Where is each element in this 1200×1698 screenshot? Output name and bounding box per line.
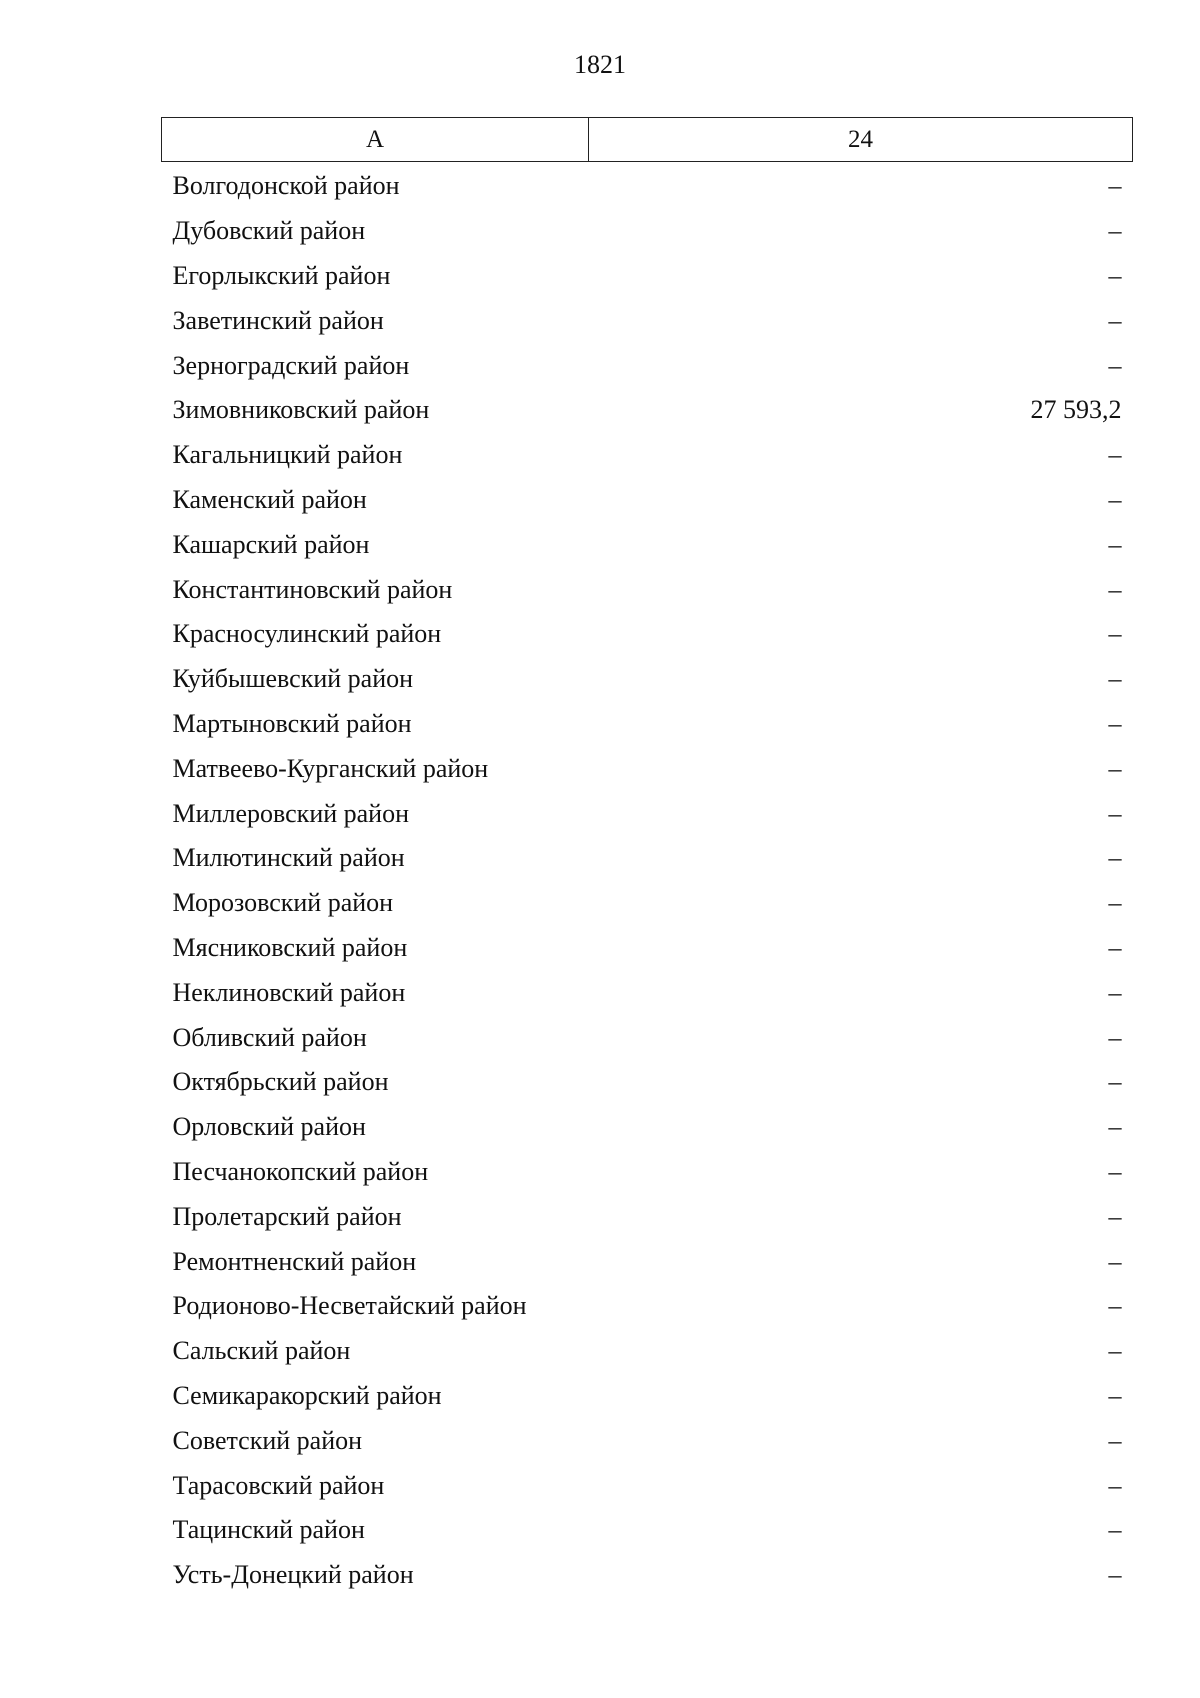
district-name: Семикаракорский район [172,1380,442,1410]
table-row [162,343,1133,388]
district-name: Сальский район [172,1336,351,1366]
district-value: – [1108,977,1122,1007]
district-name: Егорлыкский район [172,260,391,290]
district-value: – [1108,350,1122,380]
page-number: 1821 [574,50,626,79]
district-name: Куйбышевский район [172,664,414,694]
district-value: – [1108,619,1122,649]
district-value: – [1108,305,1122,335]
table-header [162,118,1133,162]
district-name: Миллеровский район [172,798,410,828]
table-row [162,881,1133,926]
table-row [162,1374,1133,1419]
table-row [162,1105,1133,1150]
column-header-a: А [162,118,589,162]
district-name: Волгодонской район [172,171,400,201]
district-value: – [1108,1560,1122,1590]
district-value: – [1108,1470,1122,1500]
header-row [162,118,1133,162]
table-row [162,1150,1133,1195]
district-name: Мясниковский район [172,932,408,962]
table-row [162,926,1133,971]
district-name: Родионово-Несветайский район [172,1291,527,1321]
district-value: – [1108,1336,1122,1366]
table-row [162,388,1133,433]
district-value: – [1108,440,1122,470]
table-row [162,746,1133,791]
district-value: – [1108,1156,1122,1186]
district-value: – [1108,1380,1122,1410]
district-name: Обливский район [172,1022,367,1052]
district-name: Тарасовский район [172,1470,385,1500]
district-value: – [1108,1425,1122,1455]
district-name: Песчанокопский район [172,1156,429,1186]
district-name: Заветинский район [172,305,384,335]
table-row [162,1463,1133,1508]
district-value: – [1108,843,1122,873]
district-name: Кагальницкий район [172,440,403,470]
district-name: Зерноградский район [172,350,410,380]
district-value: – [1108,932,1122,962]
district-value: – [1108,529,1122,559]
table-row [162,836,1133,881]
data-table [161,117,1133,1598]
table-row [162,612,1133,657]
district-name: Мартыновский район [172,708,412,738]
table-row [162,1508,1133,1553]
table-row [162,209,1133,254]
table-row [162,1329,1133,1374]
table-body [162,162,1133,1598]
district-value: – [1108,574,1122,604]
district-name: Милютинский район [172,843,405,873]
table-row [162,567,1133,612]
table-row [162,1284,1133,1329]
district-value: – [1108,1022,1122,1052]
table-row [162,1553,1133,1598]
district-name: Советский район [172,1425,363,1455]
table-row [162,702,1133,747]
district-name: Константиновский район [172,574,453,604]
district-name: Орловский район [172,1112,366,1142]
district-value: – [1108,1291,1122,1321]
district-name: Каменский район [172,484,367,514]
table-row [162,1239,1133,1284]
district-value: – [1108,708,1122,738]
district-value: – [1108,216,1122,246]
district-name: Неклиновский район [172,977,406,1007]
district-value: – [1108,171,1122,201]
district-name: Красносулинский район [172,619,442,649]
district-name: Морозовский район [172,888,394,918]
district-name: Зимовниковский район [172,395,430,425]
district-name: Дубовский район [172,216,366,246]
district-name: Матвеево-Курганский район [172,753,489,783]
table-row [162,298,1133,343]
district-value: – [1108,888,1122,918]
table-row [162,162,1133,209]
district-value: – [1108,1201,1122,1231]
district-value: – [1108,798,1122,828]
district-value: – [1108,1112,1122,1142]
table-row [162,1060,1133,1105]
district-name: Октябрьский район [172,1067,389,1097]
table-row [162,657,1133,702]
table-row [162,1418,1133,1463]
district-value: – [1108,484,1122,514]
district-value: – [1108,753,1122,783]
district-value: – [1108,260,1122,290]
table-row [162,1194,1133,1239]
district-name: Тацинский район [172,1515,365,1545]
district-value: – [1108,1515,1122,1545]
table-row [162,970,1133,1015]
table-row [162,791,1133,836]
district-value: – [1108,1246,1122,1276]
district-value: – [1108,664,1122,694]
district-name: Кашарский район [172,529,370,559]
table-row [162,522,1133,567]
table-row [162,254,1133,299]
district-value: 27 593,2 [1030,395,1122,425]
table-row [162,433,1133,478]
column-header-24: 24 [589,118,1133,162]
district-name: Усть-Донецкий район [172,1560,414,1590]
district-name: Пролетарский район [172,1201,402,1231]
district-value: – [1108,1067,1122,1097]
table-row [162,1015,1133,1060]
table-row [162,478,1133,523]
district-name: Ремонтненский район [172,1246,417,1276]
